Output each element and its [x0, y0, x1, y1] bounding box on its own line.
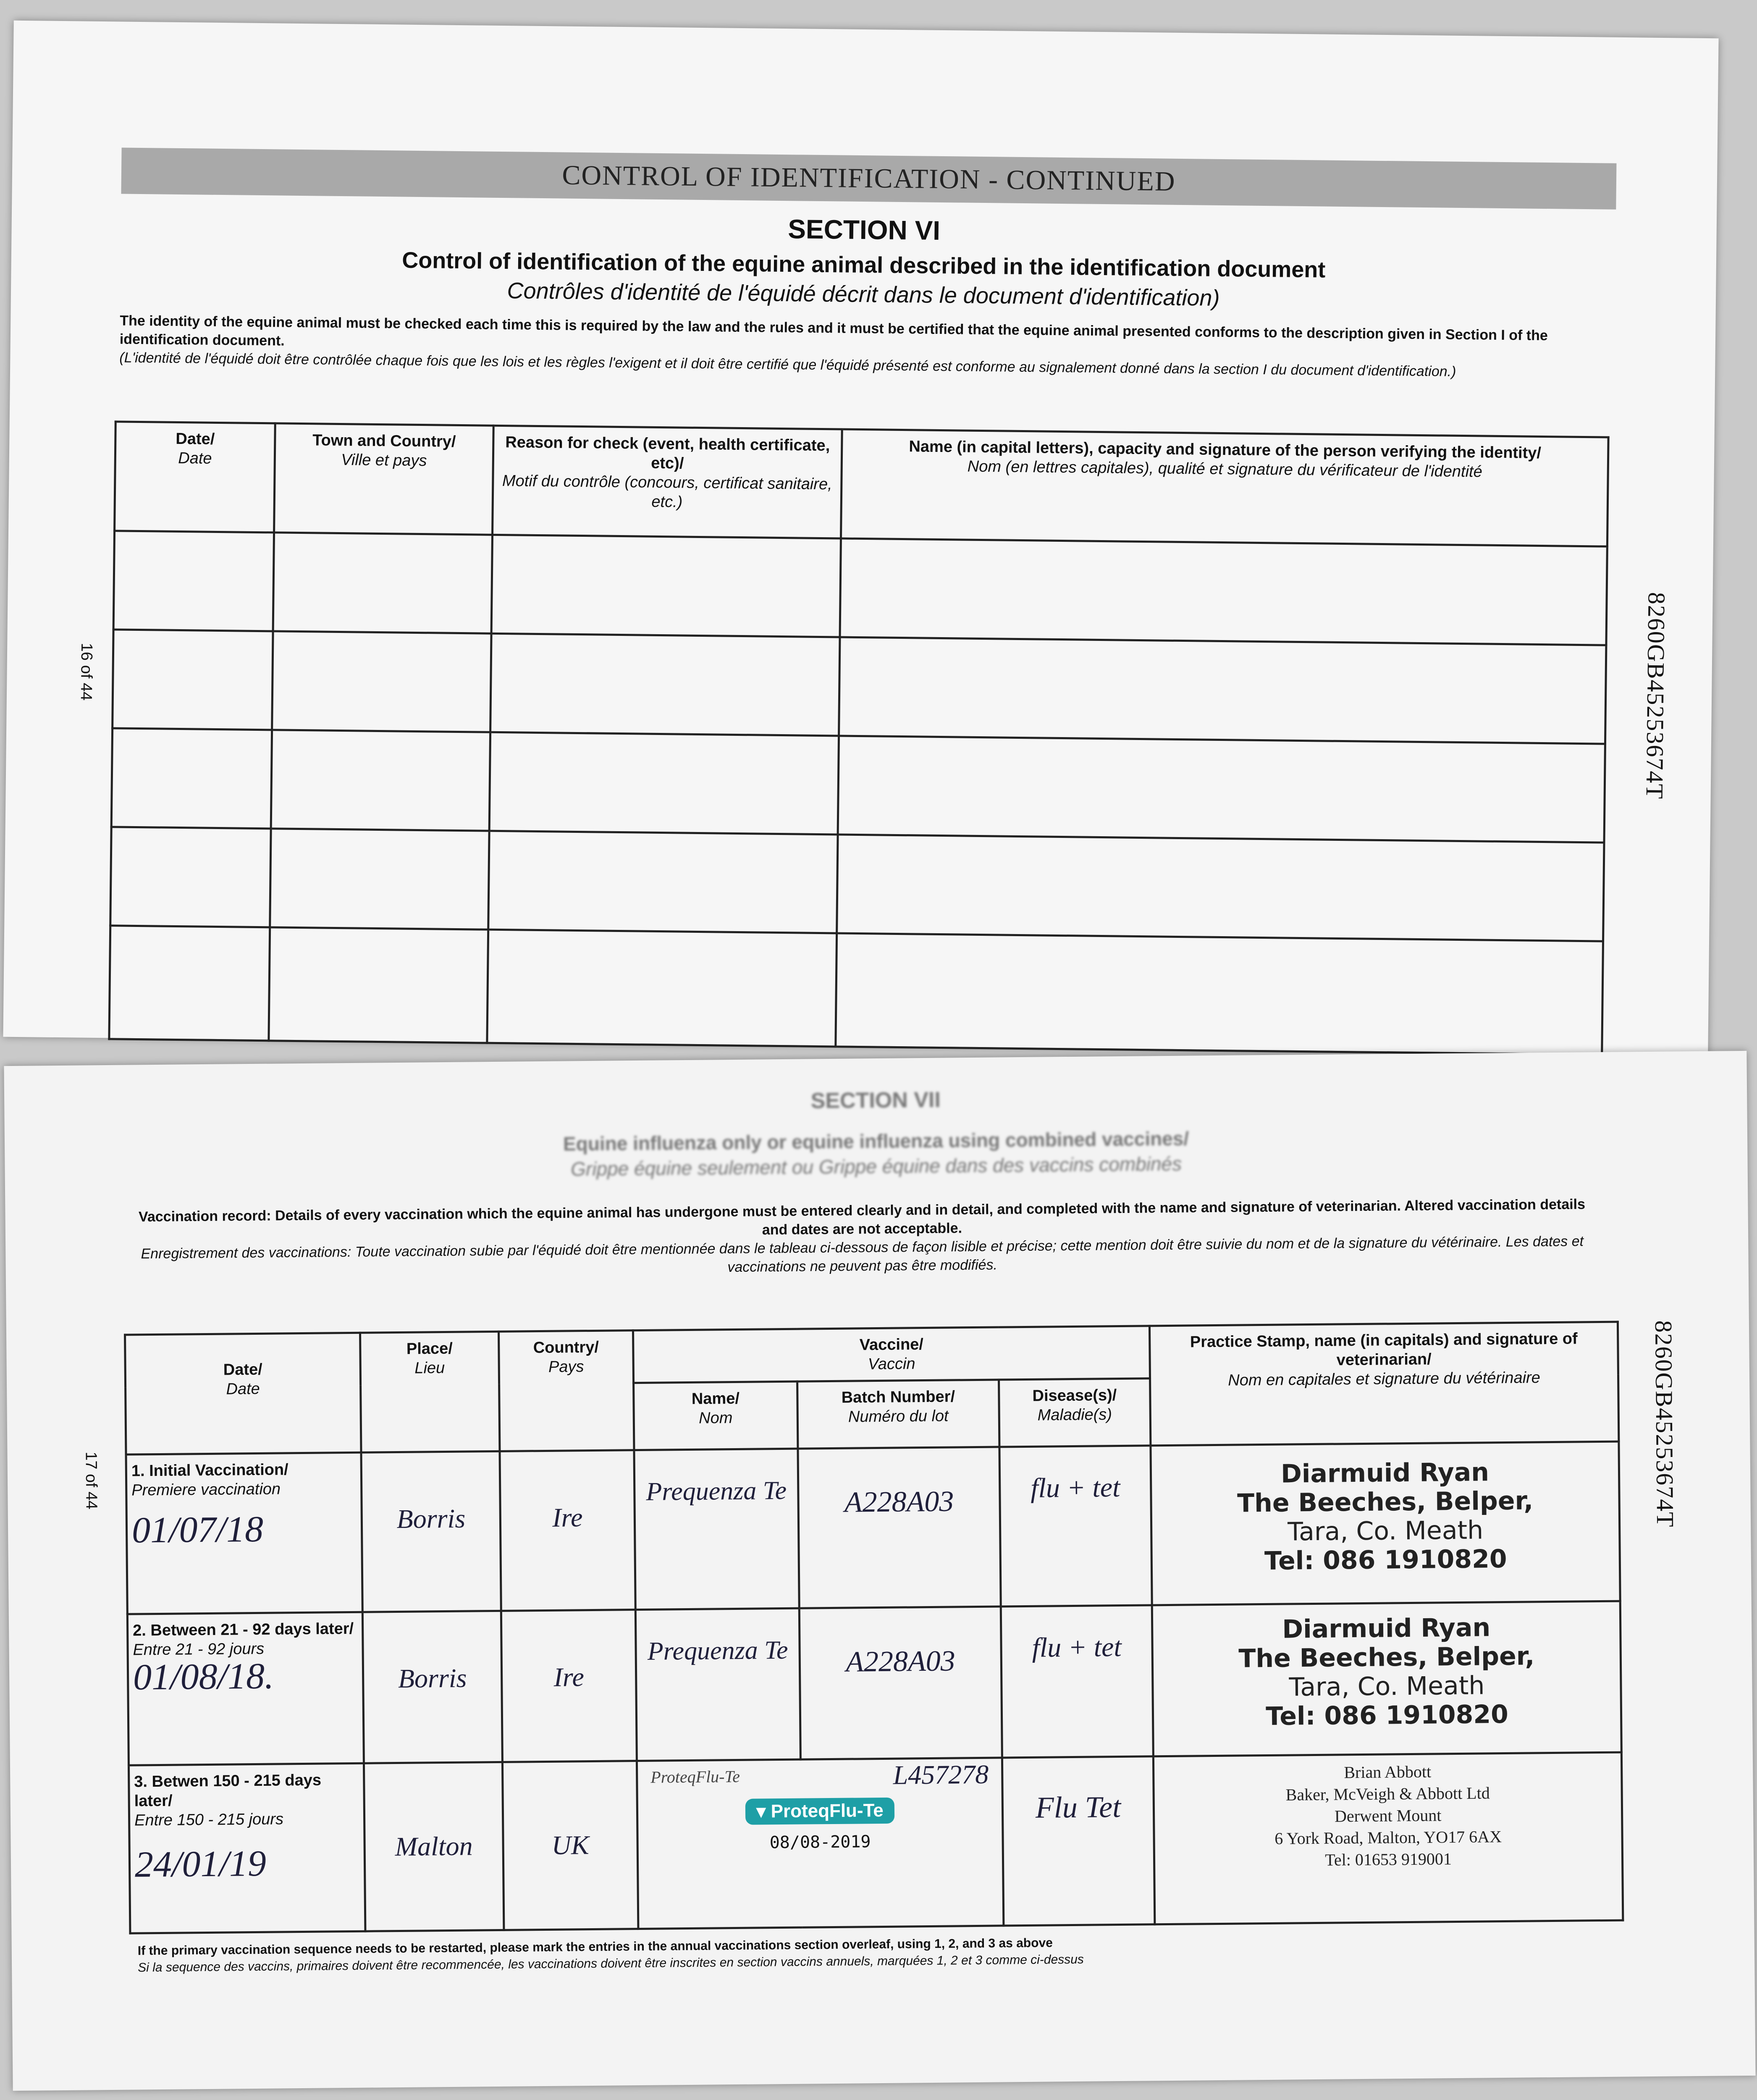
intro-fr: (L'identité de l'équidé doit être contrôlée chaque fois que les lois et les règles l'exigent et il doit être certifié que l'équidé présenté est conforme au signalement donné dans la section I du document d'identification.) — [119, 349, 1456, 380]
country-cell — [502, 1761, 638, 1930]
batch-value: A228A03 — [845, 1645, 955, 1678]
col-batch: Batch Number/ Numéro du lot — [797, 1380, 999, 1449]
table-row — [127, 1601, 1621, 1765]
batch-cell — [798, 1447, 1001, 1608]
table-header-row — [115, 422, 1609, 546]
vaccine-sticker-cell — [637, 1758, 1003, 1929]
table-row — [113, 531, 1607, 645]
row-label-cell: 3. Betwen 150 - 215 days later/ Entre 150 - 215 jours 24/01/19 — [128, 1763, 365, 1933]
section-title: SECTION VII — [810, 1087, 941, 1113]
top-page — [3, 21, 1718, 1055]
col-place: Place/ Lieu — [360, 1331, 500, 1452]
vaccine-value: ProteqFlu-Te — [650, 1767, 740, 1787]
vet-stamp: Brian Abbott Baker, McVeigh & Abbott Ltd Derwent Mount 6 York Road, Malton, YO17 6AX Tel: 01653 919001 — [1274, 1762, 1502, 1869]
batch-cell — [799, 1606, 1002, 1759]
col-date: Date/ Date — [115, 422, 275, 533]
col-disease: Disease(s)/ Maladie(s) — [999, 1378, 1151, 1447]
place-value: Borris — [398, 1663, 467, 1694]
place-cell — [364, 1762, 503, 1931]
vet-stamp: Diarmuid Ryan The Beeches, Belper, Tara, Co. Meath Tel: 086 1910820 — [1237, 1457, 1534, 1576]
disease-cell — [1001, 1605, 1153, 1758]
table-row — [110, 827, 1604, 941]
disease-cell — [999, 1446, 1152, 1606]
footnote-en: If the primary vaccination sequence needs to be restarted, please mark the entries in the annual vaccinations section overleaf, using 1, 2, and 3 as above — [137, 1936, 1053, 1958]
stamp-cell — [1153, 1752, 1623, 1924]
date-value: 01/07/18 — [131, 1509, 264, 1551]
vet-stamp: Diarmuid Ryan The Beeches, Belper, Tara, Co. Meath Tel: 086 1910820 — [1238, 1613, 1535, 1731]
date-value: 01/08/18. — [133, 1656, 274, 1698]
batch-value: A228A03 — [844, 1485, 954, 1519]
table-row — [126, 1441, 1620, 1614]
vaccine-value: Prequenza Te — [647, 1635, 788, 1666]
page-number: 16 of 44 — [77, 643, 96, 701]
row-label-cell: 2. Between 21 - 92 days later/ Entre 21 - 92 jours 01/08/18. — [127, 1612, 364, 1765]
disease-value: flu + tet — [1030, 1472, 1120, 1504]
footnote-fr: Si la sequence des vaccins, primaires doivent être recommencée, les vaccinations doivent être inscrites en section vaccins annuels, marquées 1, 2 et 3 comme ci-dessus — [138, 1952, 1084, 1975]
disease-value: Flu Tet — [1035, 1790, 1121, 1824]
vaccine-cell — [635, 1608, 800, 1761]
table-row — [113, 630, 1606, 744]
row-label-cell: 1. Initial Vaccination/ Premiere vaccination 01/07/18 — [126, 1452, 362, 1614]
country-value: Ire — [552, 1502, 583, 1533]
table-row — [128, 1752, 1623, 1933]
sticker-expiry: 08/08-2019 — [769, 1832, 871, 1853]
intro-text — [119, 311, 1589, 382]
intro-fr: Enregistrement des vaccinations: Toute vaccination subie par l'équidé doit être mentionnée dans le tableau ci-dessous de façon lisible et précise; cette mention doit être suivie du nom et de la signature du vétérinaire. Les dates et vaccinations ne peuvent pas être modifiés. — [141, 1233, 1584, 1276]
intro-text — [127, 1195, 1597, 1282]
intro-en: The identity of the equine animal must be checked each time this is required by the law and the rules and it must be certified that the equine animal presented conforms to the description given in Section I of the identification document. — [119, 312, 1548, 349]
vaccine-value: Prequenza Te — [646, 1476, 787, 1506]
table-row — [109, 926, 1603, 1055]
section-title: SECTION VI — [787, 214, 941, 246]
stamp-cell — [1152, 1601, 1621, 1756]
place-cell — [361, 1451, 501, 1612]
document-id: 8260GB45253674T — [1649, 1320, 1679, 1528]
col-verifier: Name (in capital letters), capacity and signature of the person verifying the identity/ Nom (en lettres capitales), qualité et signature du vérificateur de l'identité — [841, 429, 1608, 546]
disease-value: flu + tet — [1032, 1631, 1122, 1663]
identity-check-table — [108, 420, 1609, 1055]
bottom-page — [4, 1051, 1755, 2091]
country-cell — [501, 1610, 637, 1762]
col-reason: Reason for check (event, health certificate, etc)/ Motif du contrôle (concours, certificat sanitaire, etc.) — [493, 425, 842, 538]
place-value: Malton — [395, 1831, 473, 1862]
place-cell — [362, 1611, 502, 1763]
section-banner: CONTROL OF IDENTIFICATION - CONTINUED — [121, 148, 1616, 210]
stamp-cell — [1151, 1441, 1620, 1605]
place-value: Borris — [396, 1503, 466, 1534]
document-id: 8260GB45253674T — [1641, 592, 1670, 800]
col-vaccine: Vaccine/ Vaccin — [633, 1326, 1150, 1383]
proteq-sticker: ▾ ProteqFlu-Te — [745, 1798, 894, 1825]
col-date: Date/ Date — [125, 1333, 361, 1454]
section-subtitle-fr: Contrôles d'identité de l'équidé décrit dans le document d'identification) — [507, 278, 1220, 311]
table-header-row — [125, 1322, 1618, 1387]
vaccine-cell — [634, 1449, 799, 1609]
page-number: 17 of 44 — [82, 1452, 100, 1509]
country-value: UK — [551, 1830, 589, 1860]
disease-cell — [1002, 1756, 1155, 1926]
date-value: 24/01/19 — [134, 1843, 267, 1885]
drop-icon: ▾ — [756, 1801, 766, 1822]
col-stamp: Practice Stamp, name (in capitals) and signature of veterinarian/ Nom en capitales et signature du vétérinaire — [1149, 1322, 1618, 1446]
footnote — [138, 1930, 1608, 1977]
vaccination-table — [124, 1321, 1624, 1935]
country-value: Ire — [553, 1662, 585, 1692]
col-town: Town and Country/ Ville et pays — [274, 423, 494, 535]
col-vaccine-name: Name/ Nom — [634, 1381, 798, 1450]
batch-value: L457278 — [893, 1759, 989, 1790]
country-cell — [500, 1450, 635, 1611]
section-subtitle-fr: Grippe équine seulement ou Grippe équine dans des vaccins combinés — [570, 1152, 1182, 1180]
col-country: Country/ Pays — [498, 1331, 634, 1452]
section-subtitle: Control of identification of the equine animal described in the identification document — [401, 247, 1326, 283]
table-row — [111, 728, 1605, 843]
intro-en: Vaccination record: Details of every vaccination which the equine animal has undergone must be entered clearly and in detail, and completed with the name and signature of veterinarian. Altered vaccination details and dates are not acceptable. — [138, 1196, 1586, 1238]
section-subtitle: Equine influenza only or equine influenza using combined vaccines/ — [563, 1127, 1189, 1155]
